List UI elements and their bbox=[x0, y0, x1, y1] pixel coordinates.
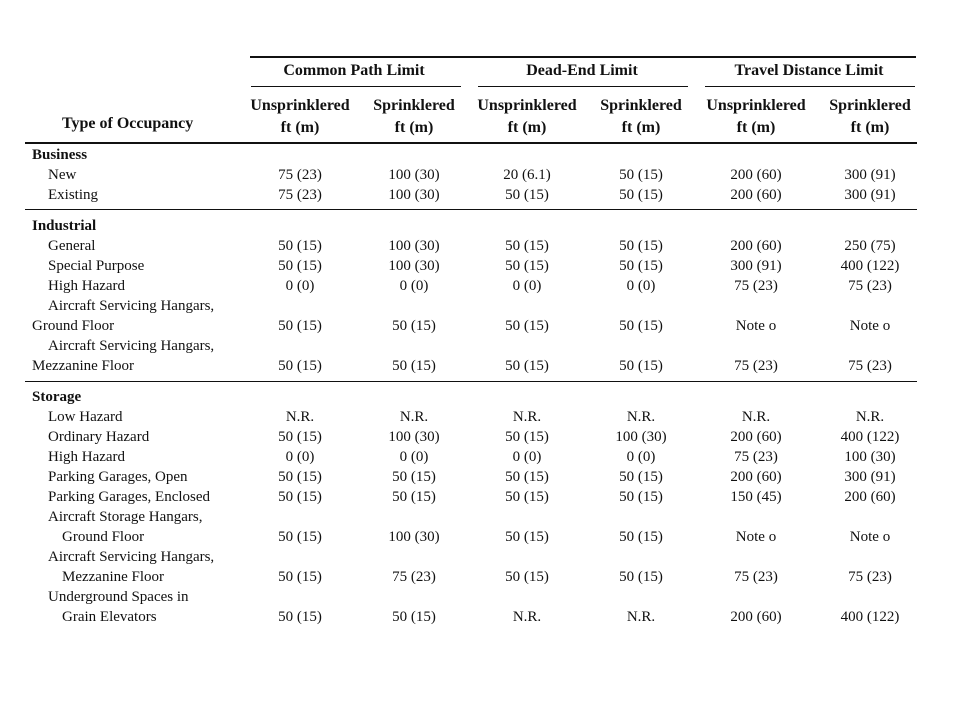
table-cell: 75 (23) bbox=[278, 167, 322, 183]
table-cell: 50 (15) bbox=[278, 609, 322, 625]
table-cell: 0 (0) bbox=[512, 278, 542, 294]
table-cell: 400 (122) bbox=[840, 258, 900, 274]
row-label: Parking Garages, Enclosed bbox=[48, 489, 211, 505]
table-cell: 0 (0) bbox=[399, 278, 429, 294]
table-cell: N.R. bbox=[855, 409, 885, 425]
table-cell: 75 (23) bbox=[848, 358, 892, 374]
table-cell: Note o bbox=[849, 318, 891, 334]
row-label: Existing bbox=[48, 187, 99, 203]
table-cell: 200 (60) bbox=[730, 429, 782, 445]
table-cell: 50 (15) bbox=[278, 529, 322, 545]
table-cell: N.R. bbox=[399, 409, 429, 425]
column-header-line2: ft (m) bbox=[394, 119, 434, 136]
table-cell: 50 (15) bbox=[619, 258, 663, 274]
table-cell: 50 (15) bbox=[278, 489, 322, 505]
table-cell: 200 (60) bbox=[730, 609, 782, 625]
row-label: Underground Spaces in bbox=[48, 589, 189, 605]
table-cell: N.R. bbox=[512, 609, 542, 625]
table-cell: 0 (0) bbox=[285, 449, 315, 465]
table-cell: 50 (15) bbox=[505, 429, 549, 445]
column-header-line1: Unsprinklered bbox=[250, 97, 350, 114]
column-header-line1: Sprinklered bbox=[373, 97, 455, 114]
column-header-line2: ft (m) bbox=[507, 119, 547, 136]
table-cell: 250 (75) bbox=[844, 238, 896, 254]
table-cell: 100 (30) bbox=[388, 238, 440, 254]
row-label: Ordinary Hazard bbox=[48, 429, 150, 445]
table-cell: 75 (23) bbox=[848, 278, 892, 294]
table-cell: 50 (15) bbox=[392, 318, 436, 334]
table-cell: 0 (0) bbox=[626, 278, 656, 294]
section-heading: Business bbox=[32, 147, 88, 163]
table-cell: 400 (122) bbox=[840, 609, 900, 625]
table-cell: 75 (23) bbox=[734, 278, 778, 294]
table-cell: 200 (60) bbox=[844, 489, 896, 505]
row-label: New bbox=[48, 167, 77, 183]
table-cell: 50 (15) bbox=[392, 489, 436, 505]
row-label: Aircraft Storage Hangars, bbox=[48, 509, 203, 525]
table-cell: 50 (15) bbox=[505, 469, 549, 485]
table-cell: 50 (15) bbox=[505, 258, 549, 274]
table-cell: 50 (15) bbox=[278, 358, 322, 374]
group-underline-common-path bbox=[251, 86, 461, 87]
group-underline-travel-distance bbox=[705, 86, 915, 87]
table-cell: 50 (15) bbox=[392, 469, 436, 485]
column-header-line1: Unsprinklered bbox=[706, 97, 806, 114]
table-cell: 50 (15) bbox=[619, 358, 663, 374]
table-cell: 50 (15) bbox=[619, 318, 663, 334]
table-cell: 50 (15) bbox=[505, 238, 549, 254]
table-cell: 100 (30) bbox=[388, 258, 440, 274]
table-cell: 300 (91) bbox=[844, 167, 896, 183]
table-cell: 50 (15) bbox=[505, 187, 549, 203]
column-header-line2: ft (m) bbox=[736, 119, 776, 136]
table-cell: 50 (15) bbox=[278, 469, 322, 485]
table-cell: 50 (15) bbox=[619, 529, 663, 545]
table-cell: 50 (15) bbox=[619, 238, 663, 254]
group-header-common-path: Common Path Limit bbox=[283, 62, 425, 79]
table-cell: 100 (30) bbox=[388, 529, 440, 545]
group-header-travel-distance: Travel Distance Limit bbox=[734, 62, 884, 79]
row-label: High Hazard bbox=[48, 278, 126, 294]
table-cell: 100 (30) bbox=[388, 429, 440, 445]
table-cell: N.R. bbox=[626, 609, 656, 625]
table-cell: Note o bbox=[735, 529, 777, 545]
group-header-dead-end: Dead-End Limit bbox=[526, 62, 638, 79]
table-cell: 75 (23) bbox=[734, 449, 778, 465]
table-cell: 50 (15) bbox=[505, 529, 549, 545]
table-cell: 0 (0) bbox=[512, 449, 542, 465]
table-cell: N.R. bbox=[626, 409, 656, 425]
column-header-line1: Sprinklered bbox=[829, 97, 911, 114]
row-label: Grain Elevators bbox=[62, 609, 157, 625]
table-cell: 50 (15) bbox=[505, 318, 549, 334]
row-label: Mezzanine Floor bbox=[62, 569, 165, 585]
row-label: Aircraft Servicing Hangars, bbox=[48, 549, 215, 565]
column-header-line2: ft (m) bbox=[621, 119, 661, 136]
column-header-line2: ft (m) bbox=[280, 119, 320, 136]
table-cell: 100 (30) bbox=[615, 429, 667, 445]
table-cell: 50 (15) bbox=[278, 429, 322, 445]
table-cell: 20 (6.1) bbox=[503, 167, 551, 183]
table-cell: 200 (60) bbox=[730, 238, 782, 254]
top-rule bbox=[250, 56, 916, 58]
table-cell: 100 (30) bbox=[388, 167, 440, 183]
type-of-occupancy-header: Type of Occupancy bbox=[62, 115, 194, 132]
table-cell: 50 (15) bbox=[619, 469, 663, 485]
table-cell: 50 (15) bbox=[619, 489, 663, 505]
table-cell: 300 (91) bbox=[844, 469, 896, 485]
row-label: High Hazard bbox=[48, 449, 126, 465]
section-rule-industrial bbox=[25, 209, 917, 210]
table-cell: 50 (15) bbox=[278, 318, 322, 334]
table-cell: 75 (23) bbox=[734, 358, 778, 374]
table-cell: 400 (122) bbox=[840, 429, 900, 445]
row-label: Parking Garages, Open bbox=[48, 469, 188, 485]
table-cell: N.R. bbox=[512, 409, 542, 425]
table-cell: 50 (15) bbox=[505, 489, 549, 505]
table-cell: 100 (30) bbox=[388, 187, 440, 203]
table-cell: 100 (30) bbox=[844, 449, 896, 465]
table-cell: 50 (15) bbox=[619, 569, 663, 585]
section-rule-storage bbox=[25, 381, 917, 382]
table-cell: 200 (60) bbox=[730, 187, 782, 203]
table-cell: 0 (0) bbox=[399, 449, 429, 465]
table-cell: 50 (15) bbox=[505, 358, 549, 374]
table-cell: 50 (15) bbox=[392, 358, 436, 374]
section-heading: Industrial bbox=[32, 218, 97, 234]
header-rule bbox=[25, 142, 917, 144]
table-cell: 300 (91) bbox=[730, 258, 782, 274]
table-cell: 150 (45) bbox=[730, 489, 782, 505]
table-cell: 200 (60) bbox=[730, 167, 782, 183]
table-cell: 50 (15) bbox=[278, 258, 322, 274]
table-cell: Note o bbox=[735, 318, 777, 334]
table-cell: N.R. bbox=[285, 409, 315, 425]
row-label: Ground Floor bbox=[62, 529, 145, 545]
table-cell: 75 (23) bbox=[734, 569, 778, 585]
table-cell: 300 (91) bbox=[844, 187, 896, 203]
row-label: Low Hazard bbox=[48, 409, 123, 425]
table-cell: 200 (60) bbox=[730, 469, 782, 485]
table-cell: Note o bbox=[849, 529, 891, 545]
table-cell: 50 (15) bbox=[392, 609, 436, 625]
table-cell: 50 (15) bbox=[278, 238, 322, 254]
column-header-line1: Sprinklered bbox=[600, 97, 682, 114]
table-cell: 0 (0) bbox=[285, 278, 315, 294]
table-cell: 75 (23) bbox=[278, 187, 322, 203]
row-label: Mezzanine Floor bbox=[32, 358, 135, 374]
table-cell: N.R. bbox=[741, 409, 771, 425]
table-cell: 75 (23) bbox=[848, 569, 892, 585]
table-cell: 50 (15) bbox=[505, 569, 549, 585]
table-cell: 50 (15) bbox=[619, 167, 663, 183]
row-label: Aircraft Servicing Hangars, bbox=[48, 338, 215, 354]
table-cell: 75 (23) bbox=[392, 569, 436, 585]
table-cell: 0 (0) bbox=[626, 449, 656, 465]
row-label: Ground Floor bbox=[32, 318, 115, 334]
table-cell: 50 (15) bbox=[619, 187, 663, 203]
row-label: Special Purpose bbox=[48, 258, 145, 274]
column-header-line2: ft (m) bbox=[850, 119, 890, 136]
table-cell: 50 (15) bbox=[278, 569, 322, 585]
group-underline-dead-end bbox=[478, 86, 688, 87]
row-label: General bbox=[48, 238, 96, 254]
column-header-line1: Unsprinklered bbox=[477, 97, 577, 114]
section-heading: Storage bbox=[32, 389, 82, 405]
row-label: Aircraft Servicing Hangars, bbox=[48, 298, 215, 314]
